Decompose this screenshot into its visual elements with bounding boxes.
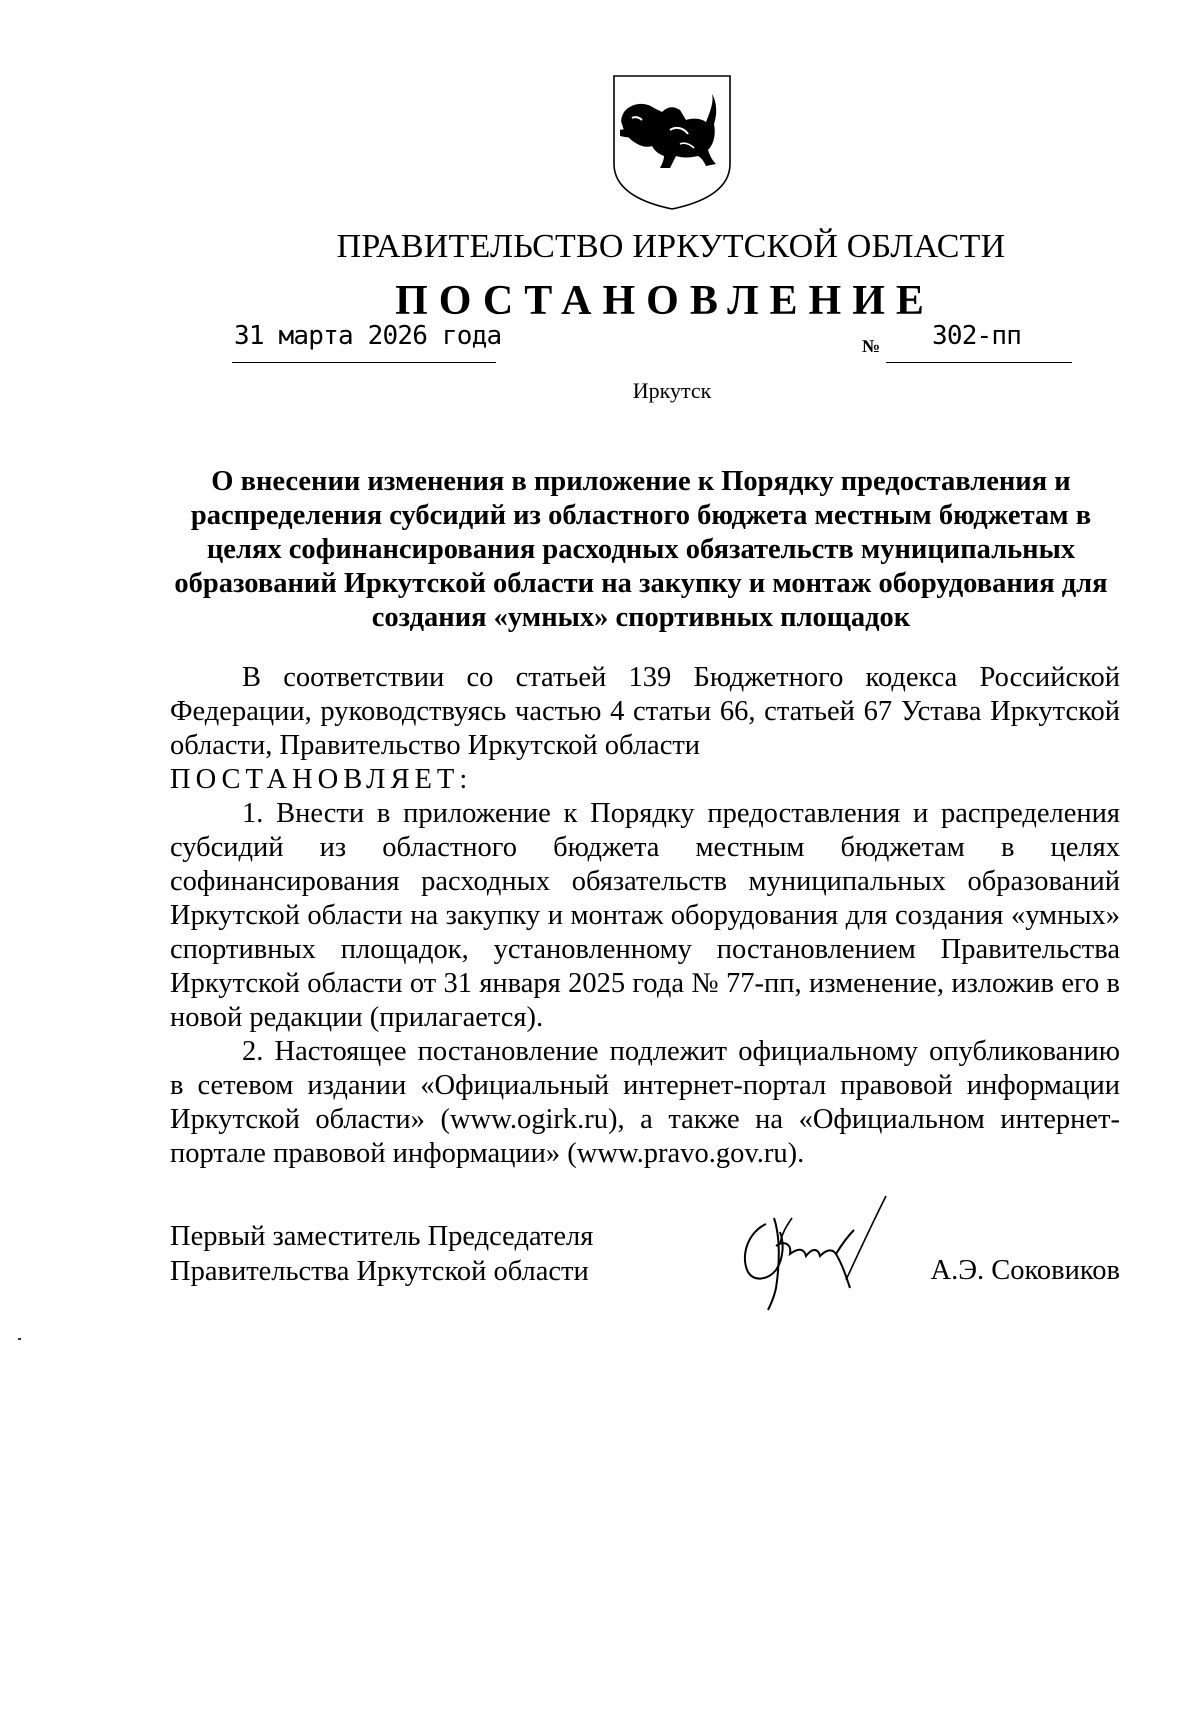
coat-of-arms-icon xyxy=(610,72,734,212)
handwritten-signature-icon xyxy=(718,1184,938,1316)
clause-2: 2. Настоящее постановление подлежит официальному опубликованию в сетевом издании «Официальный интернет-портал правовой информации Иркутской области» (www.ogirk.ru), а также на «Официальном интернет-портале правовой информации» (www.pravo.gov.ru). xyxy=(170,1036,1120,1169)
scan-speck xyxy=(18,1338,21,1340)
clause-1: 1. Внести в приложение к Порядку предоставления и распределения субсидий из областного бюджета местным бюджетам в целях софинансирования расходных обязательств муниципальных образований Иркутской области на закупку и монтаж оборудования для создания «умных» спортивных площадок, установленному постановлением Правительства Иркутской области от 31 января 2025 года № 77-пп, изменение, изложив его в новой редакции (прилагается). xyxy=(170,798,1120,1033)
document-type-heading: ПОСТАНОВЛЕНИЕ xyxy=(395,278,935,324)
signatory-position-line-1: Первый заместитель Председателя xyxy=(170,1221,594,1252)
decree-date: 31 марта 2026 года xyxy=(232,321,496,363)
signatory-position xyxy=(170,1219,593,1289)
issue-city: Иркутск xyxy=(632,378,712,403)
decree-body xyxy=(170,661,1120,1171)
number-sign: № xyxy=(862,336,881,356)
signatory-position-line-2: Правительства Иркутской области xyxy=(170,1256,589,1287)
preamble-paragraph: В соответствии со статьей 139 Бюджетного кодекса Российской Федерации, руководствуясь частью 4 статьи 66, статьей 67 Устава Иркутской области, Правительство Иркутской области xyxy=(170,662,1120,761)
signatory-name: А.Э. Соковиков xyxy=(930,1255,1120,1286)
decree-title: О внесении изменения в приложение к Порядку предоставления и распределения субсидий из областного бюджета местным бюджетам в целях софинансирования расходных обязательств муниципальных образований Иркутской области на закупку и монтаж оборудования для создания «умных» спортивных площадок xyxy=(174,466,1108,633)
government-name: ПРАВИТЕЛЬСТВО ИРКУТСКОЙ ОБЛАСТИ xyxy=(336,228,1006,265)
decree-word: ПОСТАНОВЛЯЕТ: xyxy=(170,764,473,795)
decree-number: 302-пп xyxy=(886,321,1072,363)
